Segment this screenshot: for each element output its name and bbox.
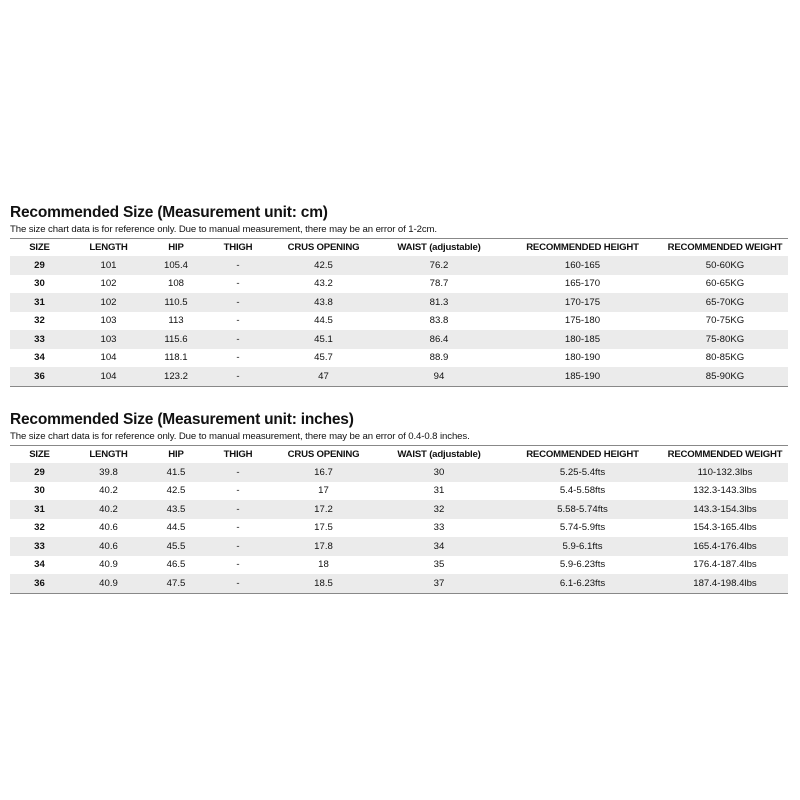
cell-size: 34 xyxy=(34,559,45,571)
cell-length: 102 xyxy=(100,278,117,290)
cell-length: 40.2 xyxy=(99,503,118,515)
cell-thigh: - xyxy=(236,370,240,382)
cell-recommended-height: 5.58-5.74fts xyxy=(557,503,608,515)
table-row xyxy=(10,367,788,386)
column-header-crus-opening: CRUS OPENING xyxy=(287,242,360,253)
cell-crus-opening: 43.8 xyxy=(314,296,333,308)
column-header-crus-opening: CRUS OPENING xyxy=(287,449,360,460)
cm-table-title: Recommended Size (Measurement unit: cm) xyxy=(10,204,328,221)
cell-length: 40.6 xyxy=(99,540,118,552)
column-header-recommended-height: RECOMMENDED HEIGHT xyxy=(526,242,639,253)
cell-waist: 34 xyxy=(433,540,445,552)
cell-recommended-weight: 110-132.3lbs xyxy=(697,466,753,478)
cell-waist: 32 xyxy=(433,503,445,515)
cell-waist: 78.7 xyxy=(429,278,449,290)
cell-recommended-weight: 187.4-198.4lbs xyxy=(693,577,757,589)
cell-size: 30 xyxy=(34,278,45,290)
cell-crus-opening: 47 xyxy=(318,370,329,382)
cell-recommended-height: 175-180 xyxy=(564,315,601,327)
cell-crus-opening: 45.1 xyxy=(314,333,333,345)
cell-waist: 37 xyxy=(433,577,445,589)
column-header-waist: WAIST (adjustable) xyxy=(397,449,481,460)
cell-waist: 88.9 xyxy=(429,352,449,364)
cell-size: 32 xyxy=(34,522,45,534)
cell-recommended-height: 5.74-5.9fts xyxy=(559,522,606,534)
table-row xyxy=(10,349,788,368)
size-chart-cm xyxy=(10,203,788,387)
table-row xyxy=(10,500,788,519)
cell-length: 40.2 xyxy=(99,485,118,497)
cell-crus-opening: 16.7 xyxy=(314,466,333,478)
cell-recommended-weight: 60-65KG xyxy=(705,278,745,290)
cell-thigh: - xyxy=(236,559,240,571)
cell-waist: 30 xyxy=(433,466,445,478)
cell-recommended-height: 170-175 xyxy=(564,296,601,308)
cell-size: 29 xyxy=(34,466,45,478)
cell-thigh: - xyxy=(236,259,240,271)
cell-size: 31 xyxy=(34,503,45,515)
cell-recommended-weight: 65-70KG xyxy=(705,296,745,308)
table-row xyxy=(10,330,788,349)
table-row xyxy=(10,519,788,538)
cell-size: 30 xyxy=(34,485,45,497)
cell-size: 32 xyxy=(34,315,45,327)
table-row xyxy=(10,256,788,275)
cell-recommended-weight: 75-80KG xyxy=(705,333,745,345)
cell-length: 40.6 xyxy=(99,522,118,534)
cell-hip: 110.5 xyxy=(164,296,188,308)
column-header-recommended-weight: RECOMMENDED WEIGHT xyxy=(667,242,783,253)
cell-hip: 118.1 xyxy=(164,352,188,364)
cell-waist: 76.2 xyxy=(429,259,449,271)
column-header-length: LENGTH xyxy=(89,449,128,460)
cell-length: 102 xyxy=(100,296,117,308)
cell-recommended-weight: 50-60KG xyxy=(705,259,745,271)
column-header-recommended-weight: RECOMMENDED WEIGHT xyxy=(667,449,783,460)
inch-table-body xyxy=(10,463,788,593)
cell-hip: 41.5 xyxy=(166,466,186,478)
cell-length: 40.9 xyxy=(99,559,118,571)
cm-size-table xyxy=(10,238,788,387)
size-chart-inches xyxy=(10,410,788,594)
table-row xyxy=(10,537,788,556)
cell-thigh: - xyxy=(236,485,240,497)
cell-recommended-weight: 80-85KG xyxy=(705,352,745,364)
column-header-recommended-height: RECOMMENDED HEIGHT xyxy=(526,449,639,460)
cell-crus-opening: 18.5 xyxy=(314,577,333,589)
cell-recommended-weight: 154.3-165.4lbs xyxy=(693,522,757,534)
cell-thigh: - xyxy=(236,577,240,589)
cell-recommended-weight: 176.4-187.4lbs xyxy=(693,559,757,571)
cell-hip: 46.5 xyxy=(166,559,186,571)
cell-size: 36 xyxy=(34,577,45,589)
cell-length: 101 xyxy=(100,259,117,271)
cell-thigh: - xyxy=(236,503,240,515)
table-row xyxy=(10,463,788,482)
cell-waist: 31 xyxy=(433,485,445,497)
cell-thigh: - xyxy=(236,522,240,534)
cell-recommended-height: 6.1-6.23fts xyxy=(559,577,606,589)
cell-size: 36 xyxy=(34,370,45,382)
cell-hip: 113 xyxy=(168,315,184,327)
column-header-thigh: THIGH xyxy=(223,242,253,253)
cell-recommended-height: 160-165 xyxy=(564,259,601,271)
column-header-hip: HIP xyxy=(168,449,184,460)
cell-waist: 86.4 xyxy=(429,333,449,345)
cell-size: 33 xyxy=(34,540,45,552)
cell-hip: 42.5 xyxy=(166,485,186,497)
cell-hip: 108 xyxy=(167,278,184,290)
cell-hip: 44.5 xyxy=(166,522,186,534)
table-row xyxy=(10,275,788,294)
cell-crus-opening: 43.2 xyxy=(314,278,333,290)
cell-crus-opening: 18 xyxy=(318,559,329,571)
table-row xyxy=(10,293,788,312)
cell-length: 104 xyxy=(100,370,117,382)
cell-recommended-height: 180-185 xyxy=(564,333,601,345)
column-header-thigh: THIGH xyxy=(223,449,253,460)
cell-hip: 105.4 xyxy=(163,259,188,271)
cell-crus-opening: 45.7 xyxy=(314,352,333,364)
cell-waist: 81.3 xyxy=(429,296,449,308)
cell-hip: 115.6 xyxy=(164,333,188,345)
cell-size: 29 xyxy=(34,259,45,271)
table-header-row xyxy=(10,446,788,464)
cell-thigh: - xyxy=(236,315,240,327)
cell-size: 31 xyxy=(34,296,45,308)
cell-recommended-height: 165-170 xyxy=(564,278,601,290)
inch-size-table xyxy=(10,445,788,594)
cell-thigh: - xyxy=(236,540,240,552)
cell-crus-opening: 17.2 xyxy=(314,503,333,515)
column-header-hip: HIP xyxy=(168,242,184,253)
cell-recommended-height: 5.25-5.4fts xyxy=(559,466,606,478)
inch-table-note: The size chart data is for reference only. Due to manual measurement, there may be an error of 0.4-0.8 inches. xyxy=(10,431,470,442)
cell-thigh: - xyxy=(236,296,240,308)
cell-crus-opening: 17.5 xyxy=(314,522,333,534)
cell-recommended-weight: 85-90KG xyxy=(705,370,745,382)
cell-recommended-weight: 132.3-143.3lbs xyxy=(693,485,757,497)
cell-length: 40.9 xyxy=(99,577,118,589)
cell-waist: 94 xyxy=(433,370,445,382)
column-header-length: LENGTH xyxy=(89,242,128,253)
table-header-row xyxy=(10,239,788,257)
cell-crus-opening: 17.8 xyxy=(314,540,333,552)
cell-hip: 123.2 xyxy=(163,370,188,382)
table-row xyxy=(10,556,788,575)
cell-recommended-height: 180-190 xyxy=(564,352,601,364)
cell-thigh: - xyxy=(236,278,240,290)
column-header-size: SIZE xyxy=(29,449,50,460)
cell-waist: 33 xyxy=(433,522,445,534)
cell-hip: 43.5 xyxy=(166,503,186,515)
cm-table-body xyxy=(10,256,788,386)
cell-waist: 35 xyxy=(433,559,445,571)
cell-recommended-height: 5.9-6.1fts xyxy=(562,540,603,552)
inch-table-title: Recommended Size (Measurement unit: inches) xyxy=(10,411,354,428)
cell-length: 39.8 xyxy=(99,466,118,478)
cell-crus-opening: 42.5 xyxy=(314,259,333,271)
column-header-waist: WAIST (adjustable) xyxy=(397,242,481,253)
cell-crus-opening: 17 xyxy=(318,485,329,497)
cell-recommended-height: 5.4-5.58fts xyxy=(559,485,606,497)
cell-hip: 45.5 xyxy=(166,540,186,552)
cell-size: 33 xyxy=(34,333,45,345)
cell-recommended-weight: 143.3-154.3lbs xyxy=(693,503,757,515)
cm-table-note: The size chart data is for reference only. Due to manual measurement, there may be an error of 1-2cm. xyxy=(10,224,437,235)
table-row xyxy=(10,312,788,331)
cell-size: 34 xyxy=(34,352,45,364)
cell-length: 104 xyxy=(100,352,117,364)
table-row xyxy=(10,482,788,501)
cell-recommended-weight: 70-75KG xyxy=(705,315,745,327)
cell-thigh: - xyxy=(236,333,240,345)
cell-crus-opening: 44.5 xyxy=(314,315,333,327)
cell-recommended-weight: 165.4-176.4lbs xyxy=(693,540,757,552)
cell-length: 103 xyxy=(100,315,117,327)
cell-length: 103 xyxy=(100,333,117,345)
table-row xyxy=(10,574,788,593)
cell-thigh: - xyxy=(236,352,240,364)
column-header-size: SIZE xyxy=(29,242,50,253)
cell-recommended-height: 5.9-6.23fts xyxy=(559,559,606,571)
cell-recommended-height: 185-190 xyxy=(564,370,601,382)
cell-hip: 47.5 xyxy=(166,577,186,589)
cell-thigh: - xyxy=(236,466,240,478)
cell-waist: 83.8 xyxy=(429,315,449,327)
